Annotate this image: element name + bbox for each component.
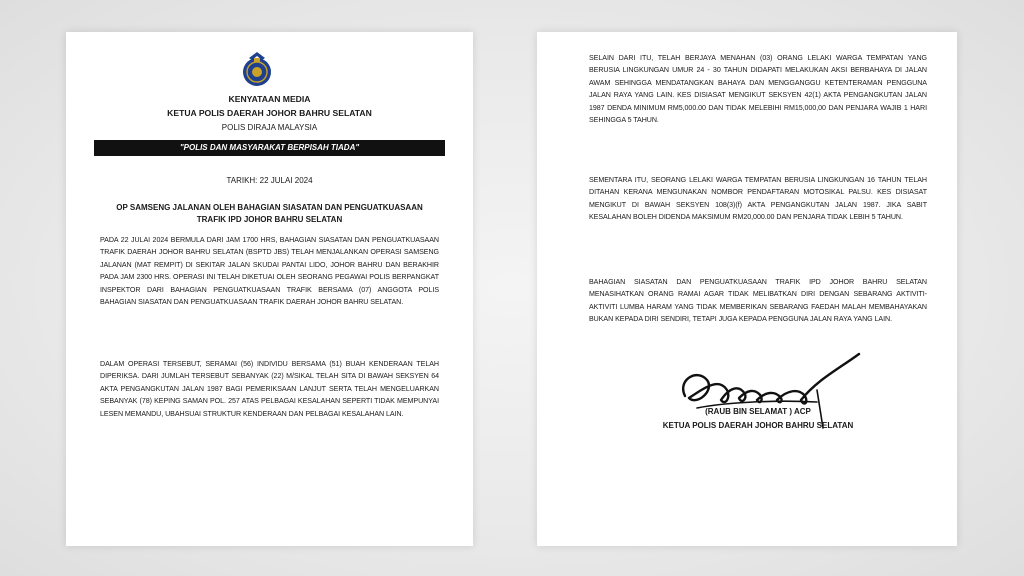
left-paragraph-2: DALAM OPERASI TERSEBUT, SERAMAI (56) INDIVIDU BERSAMA (51) BUAH KENDERAAN TELAH DIPERIKSA. DARI JUMLAH TERSEBUT SEBANYAK (22) M/SIKAL TELAH SITA DI BAWAH SEKSYEN 64 AKTA PENGANGKUTAN JALAN 1987 BAGI PEMERIKSAAN LANJUT SERTA TELAH MENGELUARKAN SEBANYAK (78) KEPING SAMAN POL. 257 ATAS PELBAGAI KESALAHAN SEPERTI TIDAK MEMPUNYAI LESEN MEMANDU, UBAHSUAI STRUKTUR KENDERAAN DAN PELBAGAI KESALAHAN LAIN. bbox=[100, 360, 439, 418]
signatory-name: (RAUB BIN SELAMAT ) ACP bbox=[705, 407, 811, 416]
release-title-line-2: TRAFIK IPD JOHOR BAHRU SELATAN bbox=[196, 215, 343, 224]
signature-icon bbox=[667, 350, 877, 430]
office-heading: KETUA POLIS DAERAH JOHOR BAHRU SELATAN bbox=[167, 108, 372, 118]
release-title-line-1: OP SAMSENG JALANAN OLEH BAHAGIAN SIASATAN DAN PENGUATKUASAAN bbox=[116, 203, 423, 212]
signatory-title: KETUA POLIS DAERAH JOHOR BAHRU SELATAN bbox=[662, 421, 854, 430]
motto-banner: "POLIS DAN MASYARAKAT BERPISAH TIADA" bbox=[94, 140, 445, 156]
press-release-page-2 bbox=[537, 32, 957, 546]
agency-name: POLIS DIRAJA MALAYSIA bbox=[221, 123, 318, 132]
right-paragraph-1: SELAIN DARI ITU, TELAH BERJAYA MENAHAN (03) ORANG LELAKI WARGA TEMPATAN YANG BERUSIA LINGKUNGAN UMUR 24 - 30 TAHUN DIDAPATI MELAKUKAN AKSI BERBAHAYA DI JALAN AWAM SEHINGGA MENDATANGKAN BAHAYA DAN MENGGANGGU KETENTERAMAN PENGGUNA JALAN RAYA YANG LAIN. KES DISIASAT MENGIKUT SEKSYEN 42(1) AKTA PENGANGKUTAN JALAN 1987 DENDA MINIMUM RM5,000.00 DAN TIDAK MELEBIHI RM15,000,00 DAN PENJARA WAJIB 1 HARI SEHINGGA 5 TAHUN. bbox=[589, 54, 927, 125]
police-crest-icon bbox=[240, 50, 274, 88]
left-paragraph-1: PADA 22 JULAI 2024 BERMULA DARI JAM 1700 HRS, BAHAGIAN SIASATAN DAN PENGUATKUASAAN TRAFIK DAERAH JOHOR BAHRU SELATAN (BSPTD JBS) TELAH MENJALANKAN OPERASI SAMSENG JALANAN (MAT REMPIT) DI SEKITAR JALAN SKUDAI PANTAI LIDO, JOHOR BAHRU DAN BERAKHIR PADA JAM 2300 HRS. OPERASI INI TELAH DIKETUAI OLEH SEORANG PEGAWAI POLIS BERPANGKAT INSPEKTOR DARI BAHAGIAN PENGUATKUASAAN TRAFIK BERSAMA (07) ANGGOTA POLIS BAHAGIAN SIASATAN DAN PENGUATKUASAAN TRAFIK DAERAH JOHOR BAHRU SELATAN. bbox=[100, 236, 439, 307]
right-paragraph-2: SEMENTARA ITU, SEORANG LELAKI WARGA TEMPATAN BERUSIA LINGKUNGAN 16 TAHUN TELAH DITAHAN KERANA MENGUNAKAN NOMBOR PENDAFTARAN MOTOSIKAL PALSU. KES DISIASAT MENGIKUT DI BAWAH SEKSYEN 108(3)(f) AKTA PENGANGKUTAN JALAN 1987. JIKA SABIT KESALAHAN BOLEH DIDENDA MAKSIMUM RM20,000.00 DAN PENJARA TIDAK LEBIH 5 TAHUN. bbox=[589, 176, 927, 222]
press-release-page-1 bbox=[66, 32, 473, 546]
right-paragraph-3: BAHAGIAN SIASATAN DAN PENGUATKUASAAN TRAFIK IPD JOHOR BAHRU SELATAN MENASIHATKAN ORANG RAMAI AGAR TIDAK MELIBATKAN DIRI DENGAN SEBARANG AKTIVITI-AKTIVITI LUMBA HARAM YANG TIDAK MEMBERIKAN SEBARANG FAEDAH MALAH MEMBAHAYAKAN BUKAN KEPADA DIRI SENDIRI, TETAPI JUGA KEPADA PENGGUNA JALAN RAYA YANG LAIN. bbox=[589, 278, 927, 324]
press-heading: KENYATAAN MEDIA bbox=[228, 94, 311, 104]
release-date: TARIKH: 22 JULAI 2024 bbox=[226, 176, 313, 185]
